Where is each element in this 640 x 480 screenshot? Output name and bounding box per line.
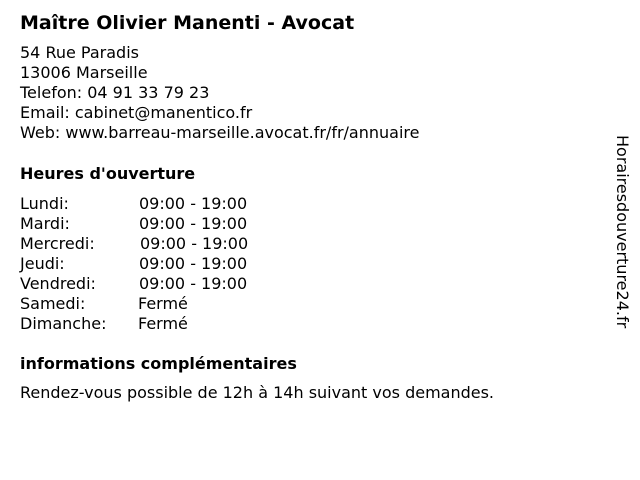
web-line: Web: www.barreau-marseille.avocat.fr/fr/annuaire xyxy=(20,123,420,142)
email-line: Email: cabinet@manentico.fr xyxy=(20,103,253,122)
hours-value: 09:00 - 19:00 xyxy=(139,214,248,233)
address-street: 54 Rue Paradis xyxy=(20,43,139,62)
hours-value: 09:00 - 19:00 xyxy=(139,254,248,273)
day-label: Dimanche: xyxy=(20,314,107,333)
day-label: Mercredi: xyxy=(20,234,95,253)
day-label: Vendredi: xyxy=(20,274,96,293)
hours-value: Fermé xyxy=(138,314,188,333)
hours-value: 09:00 - 19:00 xyxy=(139,274,248,293)
address-city: 13006 Marseille xyxy=(20,63,148,82)
hours-value: Fermé xyxy=(138,294,188,313)
hours-heading: Heures d'ouverture xyxy=(20,164,196,183)
info-text: Rendez-vous possible de 12h à 14h suivant vos demandes. xyxy=(20,383,495,402)
day-label: Jeudi: xyxy=(20,254,65,273)
hours-value: 09:00 - 19:00 xyxy=(139,194,248,213)
hours-value: 09:00 - 19:00 xyxy=(140,234,249,253)
day-label: Samedi: xyxy=(20,294,86,313)
info-heading: informations complémentaires xyxy=(20,354,297,373)
contact-block xyxy=(20,43,419,143)
site-watermark: Horairesdouverture24.fr xyxy=(613,135,632,329)
day-label: Mardi: xyxy=(20,214,70,233)
phone-line: Telefon: 04 91 33 79 23 xyxy=(20,83,210,102)
page-title: Maître Olivier Manenti - Avocat xyxy=(20,12,355,34)
day-label: Lundi: xyxy=(20,194,69,213)
